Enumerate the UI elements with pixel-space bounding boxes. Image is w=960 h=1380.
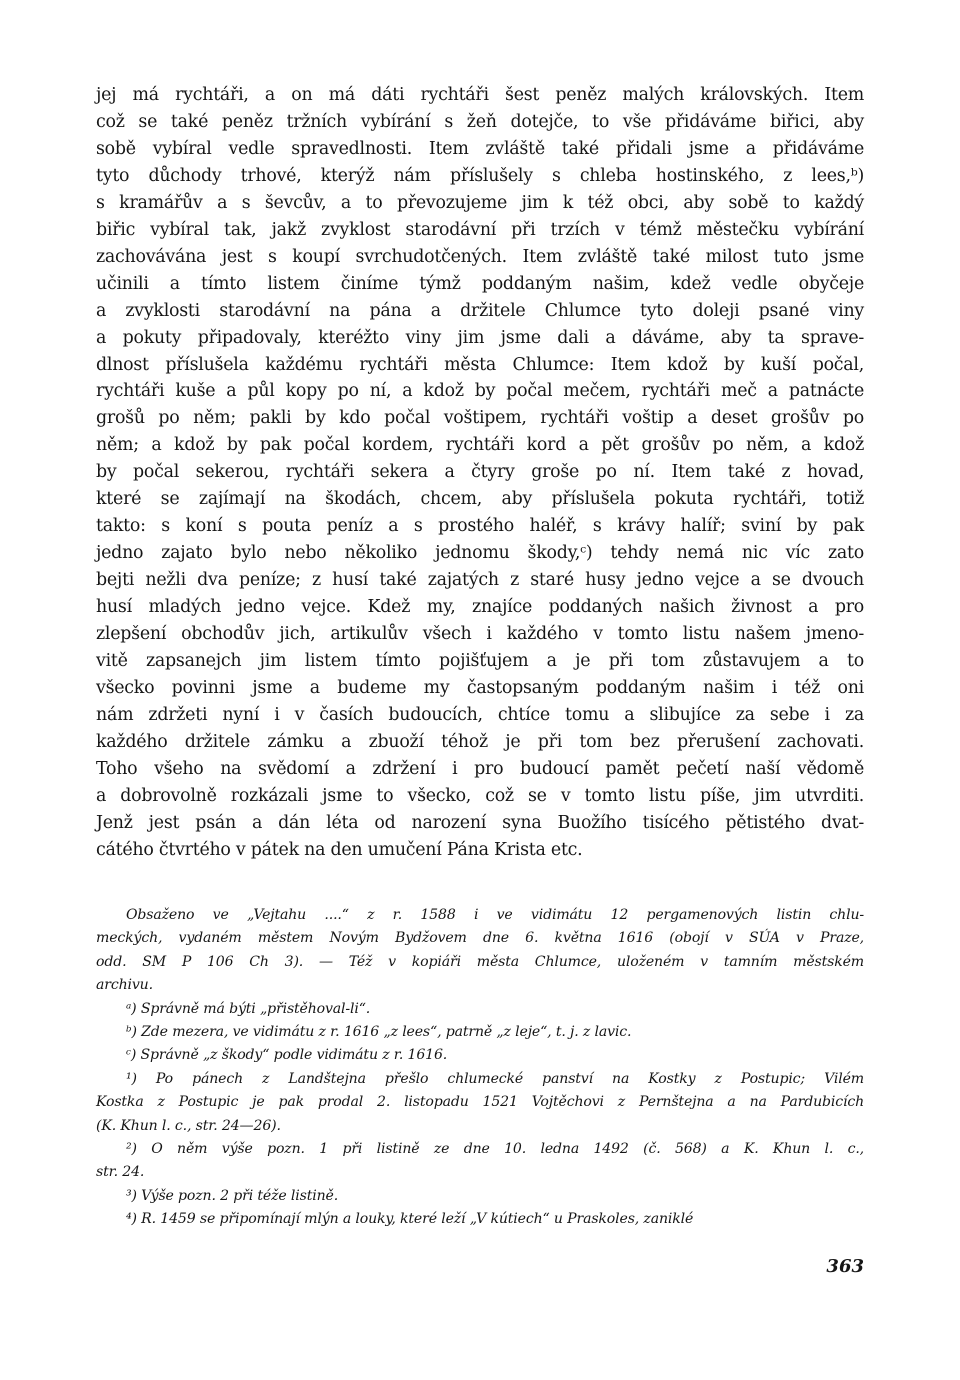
body-line: Jenž jest psán a dán léta od narození syna Buožího tisícého pětistého dvat-: [96, 812, 864, 833]
footnote: [96, 1208, 864, 1231]
footnote-line: ⁴) R. 1459 se připomínají mlýn a louky, které leží „V kútiech“ u Praskoles, zaniklé: [126, 1211, 694, 1228]
main-body-text: [96, 82, 864, 864]
page: [96, 82, 864, 1228]
body-line: sobě vybíral vedle spravedlnosti. Item zvláště také přidali jsme a přidáváme: [96, 138, 864, 159]
body-line: husí mladých jedno vejce. Kdež my, znajíce poddaných našich živnost a pro: [96, 597, 864, 618]
body-line: což se také peněz tržních vybírání s žeň dotejče, to vše přidáváme biřici, aby: [96, 111, 864, 132]
body-line: a zvyklosti starodávní na pána a držitele Chlumce tyto doleji psané viny: [96, 300, 864, 321]
footnote-line: ᵇ) Zde mezera, ve vidimátu z r. 1616 „z lees“, patrně „z leje“, t. j. z lavic.: [126, 1024, 632, 1041]
body-line: každého držitele zámku a zbuoží téhož je při tom bez přerušení zachovati.: [96, 731, 864, 752]
footnote: [96, 1185, 864, 1208]
body-line: a dobrovolně rozkázali jsme to všecko, což se v tomto listu píše, jim utvrditi.: [96, 785, 864, 806]
footnote: [96, 998, 864, 1021]
body-line: něm; a kdož by pak počal kordem, rychtáři kord a pět grošův po něm, a kdož: [96, 435, 864, 456]
source-note: [96, 904, 864, 998]
footnote-line: str. 24.: [96, 1164, 145, 1181]
body-line: jej má rychtáři, a on má dáti rychtáři šest peněz malých královských. Item: [96, 85, 864, 105]
footnote-line: ³) Výše pozn. 2 při téže listině.: [126, 1187, 339, 1204]
page-number: 363: [826, 1256, 864, 1277]
body-line: tyto důchody trhové, kterýž nám příslušely s chleba hostinského, z lees,ᵇ): [96, 165, 864, 186]
body-line: nám zdržeti nyní i v časích budoucích, chtíce tomu a slibujíce za sebe i za: [96, 704, 864, 725]
body-line: zlepšení obchodův jich, artikulův všech i každého v tomto listu našem jmeno-: [96, 624, 864, 645]
body-line: bejti nežli dva peníze; z husí také zajatých z staré husy jedno vejce a se dvouch: [96, 570, 864, 591]
footnote-line: ²) O něm výše pozn. 1 při listině ze dne 10. ledna 1492 (č. 568) a K. Khun l. c.,: [126, 1141, 864, 1158]
footnote-line: archivu.: [96, 977, 153, 994]
footnote-line: ᶜ) Správně „z škody“ podle vidimátu z r. 1616.: [126, 1047, 448, 1064]
body-line: cátého čtvrtého v pátek na den umučení Pána Krista etc.: [96, 839, 583, 860]
body-line: které se zajímají na škodách, chcem, aby příslušela pokuta rychtáři, totiž: [96, 489, 864, 510]
footnote-line: ᵃ) Správně má býti „přistěhoval-li“.: [126, 1000, 371, 1017]
body-line: vitě zapsanejch jim listem tímto pojišťujem a je při tom zůstavujem a to: [96, 651, 864, 672]
body-line: a pokuty připadovaly, kteréžto viny jim jsme dali a dáváme, aby ta sprave-: [96, 327, 864, 348]
body-line: biřic vybíral tak, jakž zvyklost starodávní při trzích v témž městečku vybírání: [96, 219, 864, 240]
body-line: dlnost příslušela každému rychtáři města Chlumce: Item kdož by kuší počal,: [96, 354, 864, 375]
footnote-line: meckých, vydaném městem Novým Bydžovem dne 6. května 1616 (obojí v SÚA v Praze,: [96, 930, 864, 947]
footnote-line: Kostka z Postupic je pak prodal 2. listopadu 1521 Vojtěchovi z Pernštejna a na Pardubicích: [96, 1094, 864, 1111]
body-line: grošů po něm; pakli by kdo počal voštipem, rychtáři voštip a deset grošův po: [96, 408, 864, 429]
footnote: [96, 1021, 864, 1044]
body-line: učinili a tímto listem činíme týmž poddaným našim, kdež vedle obyčeje: [96, 273, 864, 294]
body-line: zachovávána jest s koupí svrchudotčených. Item zvláště také milost tuto jsme: [96, 246, 864, 267]
body-line: Toho všeho na svědomí a zdržení i pro budoucí pamět pečetí naší vědomě: [96, 758, 864, 779]
body-line: takto: s koní s pouta peníz a s prostého haléř, s krávy halíř; sviní by pak: [96, 516, 864, 537]
footnote: [96, 1138, 864, 1185]
body-line: všecko povinni jsme a budeme my častopsaným poddaným našim i též oni: [96, 677, 864, 698]
footnote: [96, 1044, 864, 1067]
body-line: by počal sekerou, rychtáři sekera a čtyry groše po ní. Item také z hovad,: [96, 462, 864, 483]
footnote-line: (K. Khun l. c., str. 24—26).: [96, 1117, 281, 1134]
body-line: jedno zajato bylo nebo několiko jednomu škody,ᶜ) tehdy nemá nic víc zato: [96, 543, 864, 564]
body-line: s kramářův a s ševcův, a to převozujeme jim k též obci, aby sobě to každý: [96, 192, 864, 213]
footnotes: [96, 904, 864, 1232]
footnote-line: Obsaženo ve „Vejtahu ....“ z r. 1588 i ve vidimátu 12 pergamenových listin chlu-: [126, 907, 864, 923]
body-line: rychtáři kuše a půl kopy po ní, a kdož by počal mečem, rychtáři meč a patnácte: [96, 381, 864, 402]
footnote-line: odd. SM P 106 Ch 3). — Též v kopiáři města Chlumce, uloženém v tamním městském: [96, 953, 864, 970]
footnote: [96, 1068, 864, 1138]
footnote-line: ¹) Po pánech z Landštejna přešlo chlumecké panství na Kostky z Postupic; Vilém: [126, 1070, 864, 1087]
